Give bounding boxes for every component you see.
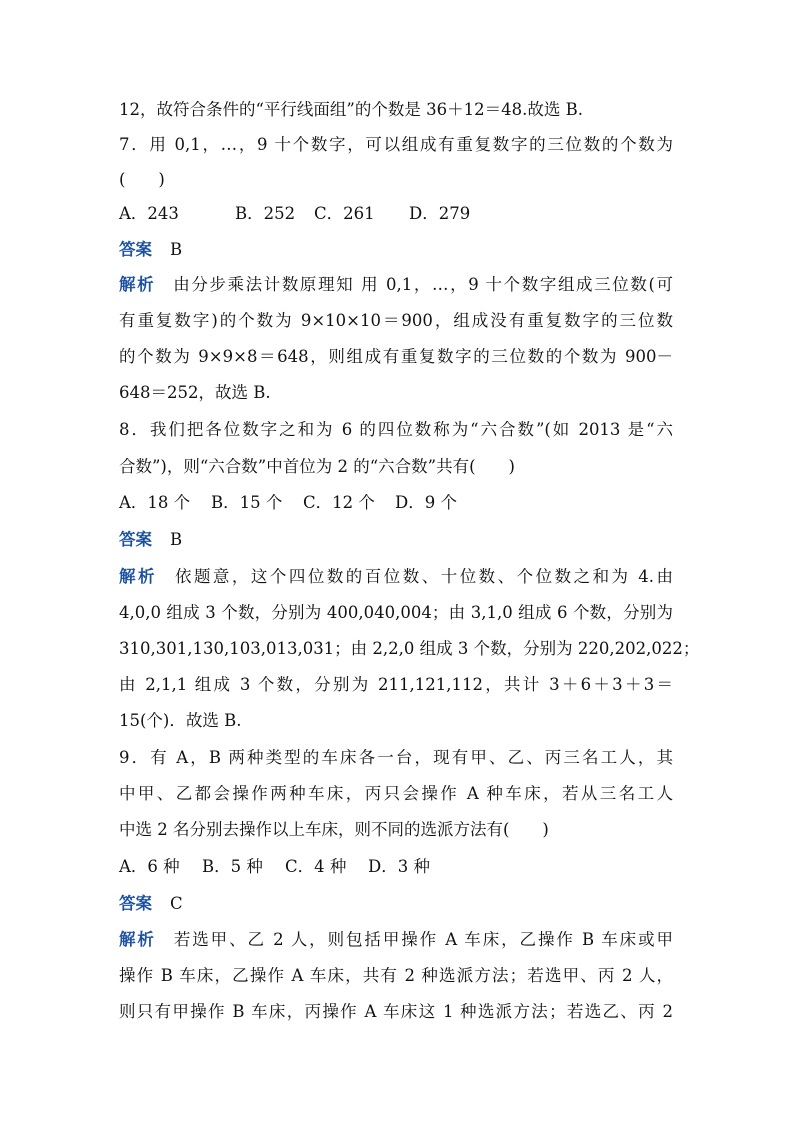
option-b: B．15 个: [211, 493, 283, 512]
question-8-stem: 8．我们把各位数字之和为 6 的四位数称为“六合数”(如 2013 是“六: [119, 420, 673, 439]
question-7-answer: [119, 240, 182, 260]
answer-label: 答案: [119, 530, 152, 549]
option-d: D．9 个: [395, 493, 457, 512]
text-line: 15(个)．故选 B.: [119, 711, 242, 730]
text-line: 的个数为 9×9×8＝648，则组成有重复数字的三位数的个数为 900－: [119, 347, 673, 366]
option-c: C．261: [314, 204, 375, 223]
option-b: B．252: [235, 204, 296, 223]
question-9-answer: [119, 894, 183, 914]
answer-label: 答案: [119, 240, 152, 259]
text-line: 4,0,0 组成 3 个数，分别为 400,040,004；由 3,1,0 组成 6 个数，分别为: [119, 603, 673, 622]
answer-label: 答案: [119, 894, 152, 913]
analysis-label: 解析: [119, 567, 157, 586]
analysis-text: 由分步乘法计数原理知 用 0,1，…，9 十个数字组成三位数(可: [173, 275, 674, 294]
analysis-label: 解析: [119, 275, 156, 294]
question-7-options: [119, 204, 470, 224]
text-line: 648＝252，故选 B.: [119, 383, 271, 402]
text-line: 由 2,1,1 组成 3 个数，分别为 211,121,112，共计 3＋6＋3＋3＝: [119, 675, 673, 694]
question-9-analysis-line: [119, 930, 673, 950]
answer-value: C: [170, 894, 183, 913]
question-8-options: [119, 493, 457, 513]
question-7-analysis-line: [119, 275, 673, 295]
text-line: 310,301,130,103,013,031；由 2,2,0 组成 3 个数，分别为 220,202,022；: [119, 639, 700, 658]
option-a: A．6 种: [119, 857, 180, 876]
text-line: 操作 B 车床，乙操作 A 车床，共有 2 种选派方法；若选甲、丙 2 人，: [119, 966, 673, 985]
option-a: A．243: [119, 204, 179, 223]
question-9-stem-cont: 中选 2 名分别去操作以上车床，则不同的选派方法有( ): [119, 820, 549, 839]
analysis-text: 依题意，这个四位数的百位数、十位数、个位数之和为 4.由: [174, 567, 673, 586]
option-d: D．3 种: [368, 857, 430, 876]
text-line: 则只有甲操作 B 车床，丙操作 A 车床这 1 种选派方法；若选乙、丙 2: [119, 1002, 673, 1021]
question-8-answer: [119, 530, 182, 550]
question-8-analysis-line: [119, 567, 673, 587]
option-c: C．12 个: [303, 493, 375, 512]
question-7-stem: 7．用 0,1，…，9 十个数字，可以组成有重复数字的三位数的个数为: [119, 135, 673, 154]
text-line: 12，故符合条件的“平行线面组”的个数是 36＋12＝48.故选 B.: [119, 100, 583, 119]
question-9-options: [119, 857, 430, 877]
option-b: B．5 种: [202, 857, 263, 876]
analysis-text: 若选甲、乙 2 人，则包括甲操作 A 车床，乙操作 B 车床或甲: [173, 930, 674, 949]
question-8-stem-cont: 合数”)，则“六合数”中首位为 2 的“六合数”共有( ): [119, 457, 515, 476]
answer-value: B: [170, 530, 183, 549]
question-9-stem: 9．有 A，B 两种类型的车床各一台，现有甲、乙、丙三名工人，其: [119, 748, 673, 767]
text-line: 有重复数字)的个数为 9×10×10＝900，组成没有重复数字的三位数: [119, 311, 673, 330]
option-d: D．279: [409, 204, 471, 223]
answer-value: B: [170, 240, 183, 259]
option-c: C．4 种: [285, 857, 347, 876]
question-9-stem-cont: 中甲、乙都会操作两种车床，丙只会操作 A 种车床，若从三名工人: [119, 784, 673, 803]
question-7-blank: ( ): [119, 170, 165, 189]
option-a: A．18 个: [119, 493, 191, 512]
analysis-label: 解析: [119, 930, 156, 949]
